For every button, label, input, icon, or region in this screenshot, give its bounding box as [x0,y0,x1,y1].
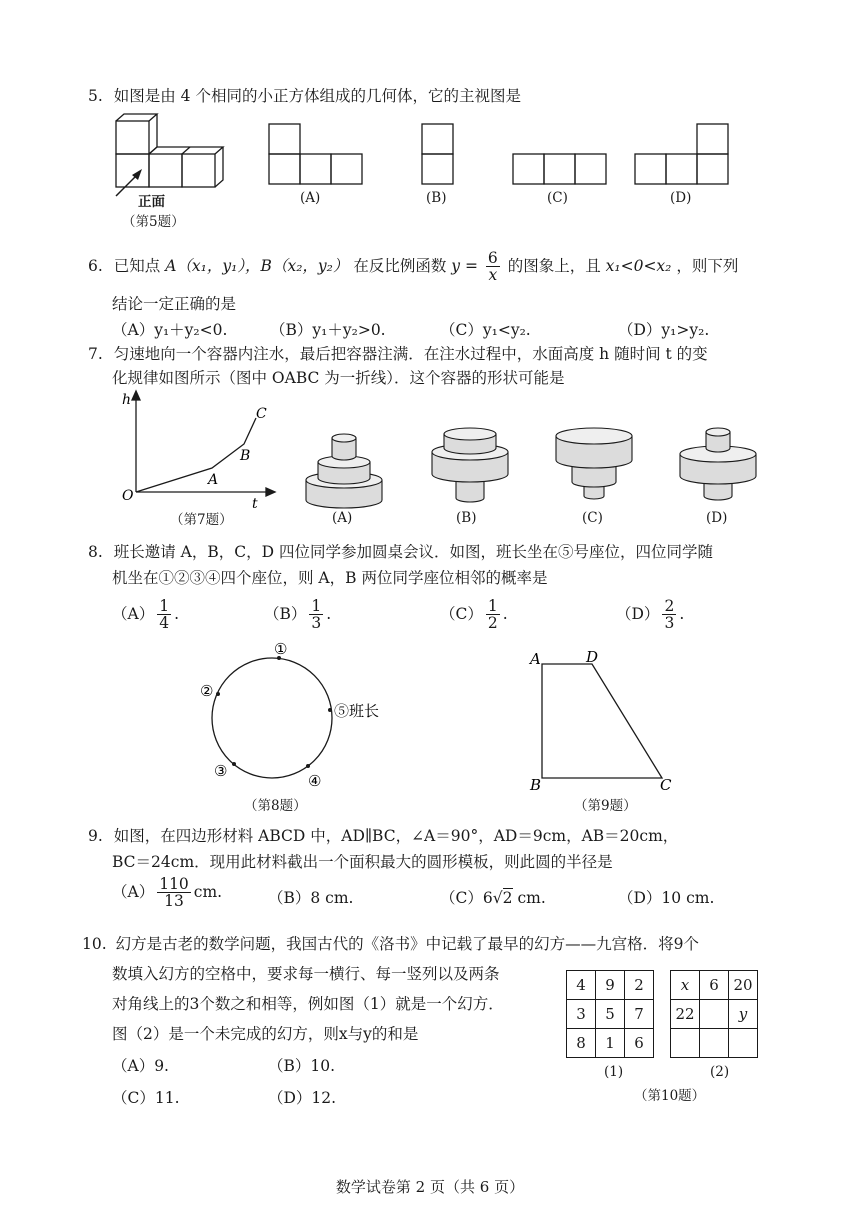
q6-option-c[interactable]: （C）y₁<y₂. [440,321,531,339]
q9-a-den: 13 [164,892,184,911]
q9-caption: （第9题） [574,798,637,814]
q7-label-a: A [208,472,219,488]
q10-magic-square-2 [670,970,758,1058]
q10-grid2-row [671,1000,758,1029]
q8-d-num: 2 [664,597,675,615]
q10-grid1-cell: 2 [625,971,654,1000]
q5-text: 如图是由 4 个相同的小正方体组成的几何体，它的主视图是 [113,87,521,105]
q9-option-d[interactable]: （D）10 cm. [618,889,715,907]
q6-text-b: 在反比例函数 [353,256,447,275]
q5-option-b-label[interactable]: (B) [426,190,447,206]
q10-grid1-cell: 3 [567,1000,596,1029]
q8-option-d-fraction [662,598,676,632]
q9-option-a[interactable] [112,876,222,910]
q7-number: 7. [88,345,103,363]
q7-label-c: C [256,406,267,422]
q7-option-d-label[interactable]: (D) [706,510,728,526]
q10-grid1-cell: 5 [596,1000,625,1029]
q10-stem-line3: 对角线上的3个数之和相等，例如图（1）就是一个幻方． [112,995,504,1013]
q8-seat-3: ③ [214,762,228,780]
q8-round-table [196,640,396,800]
q8-seat-4: ④ [308,772,322,790]
q6-stem [88,250,738,284]
q5-number: 5. [88,87,103,105]
q9-trapezoid [520,650,680,796]
q5-option-c-figure [512,152,608,186]
q7-label-h: h [122,392,132,408]
q10-grid1-row [567,1000,654,1029]
q8-option-c-label: （C） [440,604,483,623]
q8-option-d[interactable]: （D） $\frac{2}{3}$ . [616,597,685,633]
q10-grid1-cell: 1 [596,1029,625,1058]
q6-func-den: x [488,266,498,285]
q10-grid1-cell: 4 [567,971,596,1000]
q9-option-c-label: （C）6 [440,889,493,907]
q10-grid2-cell: 22 [671,1000,700,1029]
q10-grid2-cell: 6 [700,971,729,1000]
page-footer: 数学试卷第 2 页（共 6 页） [335,1178,525,1196]
q10-grid1-cell: 6 [625,1029,654,1058]
q8-seat-2: ② [200,682,214,700]
q6-number: 6. [88,256,103,275]
q6-points: A（x₁，y₁），B（x₂，y₂） [165,256,349,275]
q9-option-c-unit: cm. [517,889,546,907]
q10-grid2-cell: 20 [729,971,758,1000]
q7-option-a-label[interactable]: (A) [332,510,353,526]
q5-front-label: 正面 [138,194,165,210]
q8-b-den: 3 [311,614,322,633]
q8-option-d-label: （D） [616,604,660,623]
q8-b-num: 1 [311,597,322,615]
q6-func-lhs: y = [451,256,478,275]
q8-d-den: 3 [664,614,675,633]
q10-grid2-cell [700,1000,729,1029]
q5-caption: （第5题） [122,214,185,230]
q10-grid2-cell [671,1029,700,1058]
q10-grid1-cell: 8 [567,1029,596,1058]
q5-option-d-figure [634,122,730,186]
q10-option-a[interactable]: （A）9. [112,1057,169,1075]
q9-option-a-unit: cm. [193,882,223,901]
q9-option-a-fraction [157,876,191,910]
q8-stem-line2: 机坐在①②③④四个座位，则 A，B 两位同学座位相邻的概率是 [112,569,548,587]
q10-option-b[interactable]: （B）10. [268,1057,336,1075]
q10-caption: （第10题） [634,1088,706,1104]
q7-stem-line1 [88,342,708,364]
q7-text-1: 匀速地向一个容器内注水，最后把容器注满．在注水过程中，水面高度 h 随时间 t 的变 [113,345,708,363]
q8-option-c[interactable]: （C） $\frac{1}{2}$ . [440,597,508,633]
q9-option-c[interactable] [440,886,546,908]
q9-option-a-label: （A） [112,882,155,901]
q8-option-b-label: （B） [264,604,307,623]
q7-graph [112,388,282,508]
q10-grid2-label: (2) [710,1064,730,1080]
q9-stem-line2: BC＝24cm．现用此材料截出一个面积最大的圆形模板，则此圆的半径是 [112,853,613,871]
q8-seat-1: ① [274,640,288,658]
q7-option-a-figure [302,420,386,512]
q10-grid2-cell: y [729,1000,758,1029]
q7-label-o: O [122,488,134,504]
q8-caption: （第8题） [244,798,307,814]
q8-c-num: 1 [487,597,498,615]
q9-a-num: 110 [159,875,189,893]
q10-grid2-cell: x [671,971,700,1000]
q9-sqrt-sign: √ [492,889,503,907]
q6-stem-line2: 结论一定正确的是 [112,295,237,313]
q7-option-c-label[interactable]: (C) [582,510,603,526]
q8-stem-line1 [88,540,713,562]
q6-func-fraction [486,250,500,284]
q8-option-a[interactable]: （A） $\frac{1}{4}$ . [112,597,180,633]
q7-option-d-figure [676,424,760,512]
q9-vertex-a: A [530,650,541,668]
q8-seat-5: ⑤班长 [334,702,380,720]
q8-option-c-fraction [486,598,500,632]
q9-option-b[interactable]: （B）8 cm. [268,889,354,907]
q6-option-b[interactable]: （B）y₁＋y₂>0. [270,321,386,339]
q7-option-c-figure [552,426,636,512]
q8-text-1: 班长邀请 A，B，C，D 四位同学参加圆桌会议．如图，班长坐在⑤号座位，四位同学随 [113,543,713,561]
q10-grid1-label: (1) [604,1064,624,1080]
q5-option-a-figure [268,122,364,186]
q10-grid2-row [671,971,758,1000]
q9-stem-line1 [88,824,678,846]
q10-text-1: 幻方是古老的数学问题，我国古代的《洛书》中记载了最早的幻方——九宫格．将9个 [115,935,699,953]
q10-grid1-cell: 9 [596,971,625,1000]
q8-option-b-fraction [309,598,323,632]
q5-option-a-label[interactable]: (A) [300,190,321,206]
q10-grid2-cell [700,1029,729,1058]
q9-vertex-c: C [660,776,672,794]
q9-option-c-radicand: 2 [502,889,513,907]
q10-option-d[interactable]: （D）12. [268,1089,337,1107]
q5-stem [88,84,521,106]
q6-func-num: 6 [487,249,498,267]
q5-option-d-label[interactable]: (D) [670,190,692,206]
q10-magic-square-1 [566,970,654,1058]
q7-option-b-label[interactable]: (B) [456,510,477,526]
q10-grid2-cell [729,1029,758,1058]
q7-caption: （第7题） [170,512,233,528]
q8-c-den: 2 [487,614,498,633]
q6-text-c: 的图象上，且 [507,256,601,275]
q10-option-c[interactable]: （C）11. [112,1089,180,1107]
q7-label-b: B [240,448,251,464]
q7-stem-line2: 化规律如图所示（图中 OABC 为一折线）．这个容器的形状可能是 [112,369,565,387]
q8-option-a-fraction [157,598,171,632]
q7-label-t: t [252,496,258,508]
q6-option-d[interactable]: （D）y₁>y₂. [618,321,710,339]
q10-grid1-cell: 7 [625,1000,654,1029]
q8-a-num: 1 [159,597,170,615]
q8-option-b[interactable]: （B） $\frac{1}{3}$ . [264,597,332,633]
q6-text-d: ，则下列 [676,256,739,275]
q10-stem-line4: 图（2）是一个未完成的幻方，则x与y的和是 [112,1025,419,1043]
q5-option-c-label[interactable]: (C) [547,190,568,206]
q8-number: 8. [88,543,103,561]
q10-number: 10. [82,935,107,953]
q7-option-b-figure [428,426,512,512]
q9-vertex-b: B [530,776,542,794]
q9-vertex-d: D [586,650,599,666]
q8-option-a-label: （A） [112,604,155,623]
q10-grid1-row [567,1029,654,1058]
q10-stem-line2: 数填入幻方的空格中，要求每一横行、每一竖列以及两条 [112,965,500,983]
q9-text-1: 如图，在四边形材料 ABCD 中，AD∥BC，∠A＝90°，AD＝9cm，AB＝20cm， [113,827,679,845]
q5-option-b-figure [420,122,456,186]
q8-a-den: 4 [159,614,170,633]
q9-number: 9. [88,827,103,845]
q10-stem-line1 [82,932,699,954]
q6-option-a[interactable]: （A）y₁＋y₂<0. [112,321,228,339]
q10-grid2-row [671,1029,758,1058]
q6-condition: x₁<0<x₂ [605,256,672,275]
q6-text-a: 已知点 [113,256,161,275]
q10-grid1-row [567,971,654,1000]
